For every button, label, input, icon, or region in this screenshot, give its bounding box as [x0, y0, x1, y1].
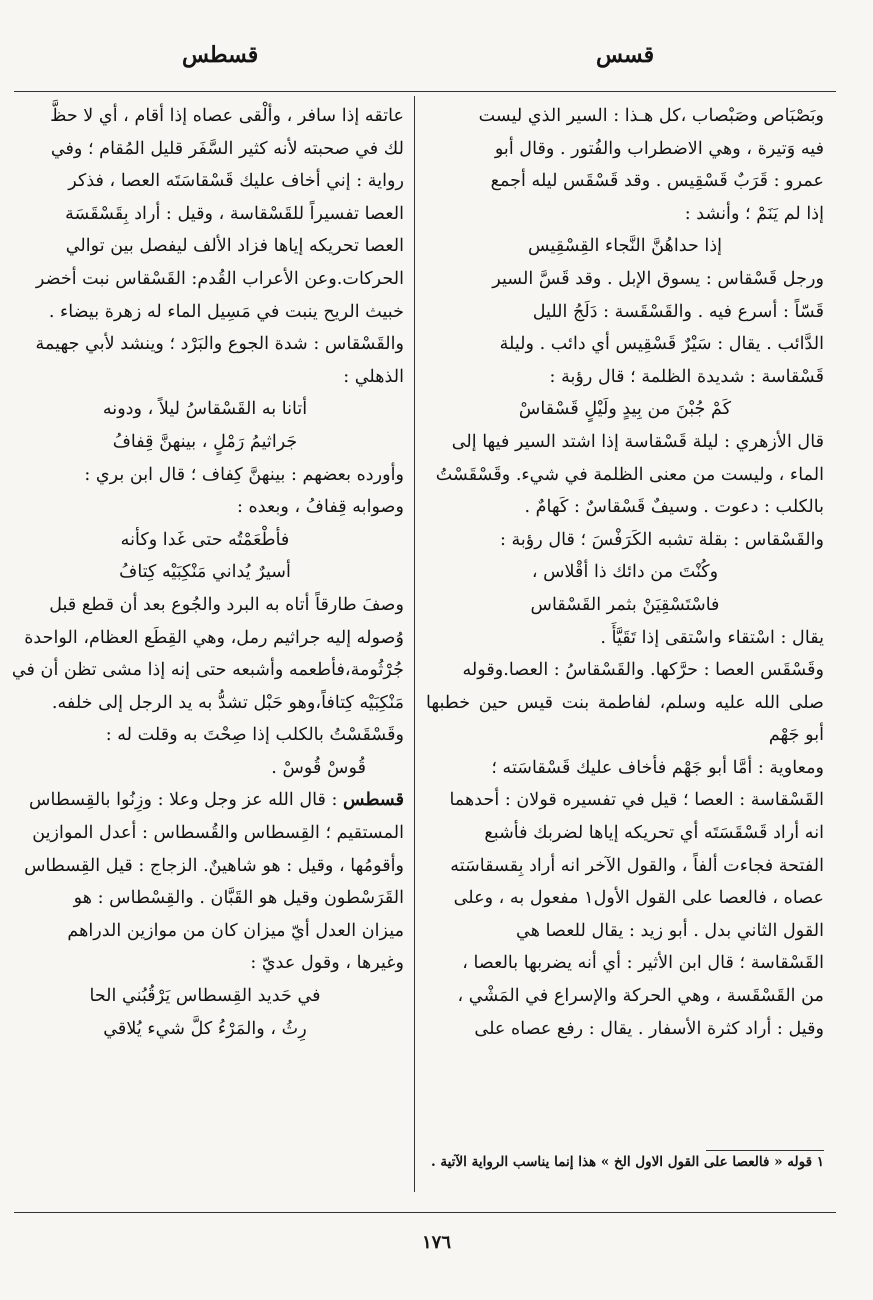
text-line: الفتحة فجاءت ألفاً ، والقول الآخر انه أراد بِقسقاسَته: [450, 855, 824, 876]
text-line: الذهلي :: [343, 366, 404, 387]
verse-line: أتانا به القَسْقاسُ ليلاً ، ودونه: [102, 399, 308, 420]
entry-text: : قال الله عز وجل وعلا : وزِنُوا بالقِسطاس: [29, 790, 338, 811]
right-column: [426, 100, 824, 1045]
text-line: وغيرها ، وقول عديّ :: [250, 953, 404, 974]
text-line: الماء ، وليست من معنى الظلمة في شيء. وقَسْقَسْتُ: [435, 464, 824, 485]
text-line: وُصوله إليه جراثيم رمل، وهي القِطَع العظام، الواحدة: [24, 627, 404, 648]
text-line: من القَسْقَسة ، وهي الحركة والإسراع في المَشْي ،: [457, 986, 824, 1007]
page-number: ١٧٦: [421, 1232, 451, 1253]
verse-line: فأطْعَمْتُه حتى غَدا وكأنه: [120, 529, 290, 550]
text-line: عمرو : قَرَبٌ قَسْقِيس . وقد قَسْقَس ليله أجمع: [490, 171, 824, 192]
text-line: القول الثاني بدل . أبو زيد : يقال للعصا هي: [516, 920, 824, 941]
text-line: وبَصْبَاص وصَبْصاب ،كل هـذا : السير الذي ليست: [478, 106, 824, 126]
text-line: قَسْقاسة : شديدة الظلمة ؛ قال رؤبة :: [549, 366, 824, 387]
text-line: العصا تحريكه إياها فزاد الألف ليفصل بين توالي: [65, 236, 404, 257]
text-line: القَرَسْطون وقيل هو القَبَّان . والقِسْطاس : هو: [73, 888, 404, 909]
text-line: فيه وَتيرة ، وهي الاضطراب والفُتور . وقال أبو: [494, 138, 824, 159]
text-line: رواية : إني أخاف عليك قَسْقاسَتَه العصا ، فذكر: [68, 171, 404, 192]
verse-line: إذا حداهُنَّ النَّجاء القِسْقِيس: [527, 236, 723, 257]
verse-line: فاسْتَسْقِيَنْ بثمر القَسْقاس: [530, 594, 720, 615]
text-line: لك في صحبته لأنه كثير السَّفَر قليل المُقام ؛ وفي: [50, 138, 404, 159]
verse-line: وكُنْتَ من دائك ذا أقْلاس ،: [531, 562, 719, 583]
verse-line: جَراثيمُ رَمْلٍ ، بينهنَّ قِفافُ: [112, 431, 298, 452]
text-line: قَسّاً : أسرع فيه . والقَسْقَسة : دَلَجُ الليل: [532, 301, 824, 322]
text-line: وصفَ طارقاً أتاه به البرد والجُوع بعد أن قطع قبل: [49, 594, 404, 615]
left-column: [6, 100, 404, 1045]
text-line: وقَسْقَسْتُ بالكلب إذا صِحْتَ به وقلت له :: [105, 725, 404, 746]
entry-line: [6, 784, 404, 817]
verse-line: كَمْ جُبْنَ من بِيدٍ ولَيْلٍ قَسْقاسْ: [518, 399, 732, 420]
text-line: وقيل : أراد كثرة الأسفار . يقال : رفع عصاه على: [474, 1018, 824, 1039]
text-line: الحركات.وعن الأعراب القُدم: القَسْقاس نبت أخضر: [35, 268, 404, 289]
text-line: بالكلب : دعوت . وسيفٌ قَسْقاسٌ : كَهامٌ .: [524, 497, 824, 518]
text-line: والقَسْقاس : بقلة تشبه الكَرَفْسَ ؛ قال رؤبة :: [499, 529, 824, 550]
verse-line: في حَديد القِسطاس يَرْقُبُني الحا: [89, 986, 321, 1007]
text-line: ميزان العدل أيّ ميزان كان من موازين الدراهم: [67, 920, 404, 941]
text-line: قُوسْ قُوسْ .: [271, 757, 366, 778]
verse-line: رِثُ ، والمَرْءُ كلَّ شيء يُلاقي: [103, 1018, 307, 1039]
text-line: القَسْقاسة : العصا ؛ قيل في تفسيره قولان : أحدهما: [449, 790, 824, 811]
text-line: ومعاوية : أمَّا أبو جَهْم فأخاف عليك قَسْقاسَته ؛: [491, 757, 824, 778]
text-line: والقَسْقاس : شدة الجوع والبَرْد ؛ وينشد لأبي جهيمة: [35, 334, 404, 355]
verse-line: أسيرٌ يُداني مَنْكِبَيْه كِتافُ: [119, 562, 291, 583]
text-line: عاتقه إذا سافر ، وألْقى عصاه إذا أقام ، أي لا حظَّ: [50, 106, 404, 126]
text-line: المستقيم ؛ القِسطاس والقُسطاس : أعدل الموازين: [32, 823, 404, 844]
text-line: وصوابه قِفافُ ، وبعده :: [237, 497, 404, 518]
text-line: وأورده بعضهم : بينهنَّ كِفاف ؛ قال ابن بري :: [84, 464, 404, 485]
text-line: قال الأزهري : ليلة قَسْقاسة إذا اشتد السير فيها إلى: [451, 431, 824, 452]
text-line: وأقومُها ، وقيل : هو شاهينٌ. الزجاج : قيل القِسطاس: [24, 855, 404, 876]
footer-rule: [14, 1212, 836, 1213]
text-line: وقَسْقَس العصا : حرَّكها. والقَسْقاسُ : العصا.وقوله: [462, 660, 824, 681]
footnote: ١ قوله « فالعصا على القول الاول الخ » هذا إنما يناسب الرواية الآتية .: [430, 1154, 824, 1170]
text-line: الدَّائب . يقال : سَيْرٌ قَسْقِيس أي دائب . وليلة: [499, 334, 824, 355]
text-line: صلى الله عليه وسلم، لفاطمة بنت قيس حين خطبها أبو جَهْم: [426, 692, 824, 746]
header-rule: [14, 91, 836, 92]
header-entry-right: قسس: [596, 42, 655, 68]
header-entry-left: قسطس: [182, 42, 259, 68]
text-line: عصاه ، فالعصا على القول الأول١ مفعول به ، وعلى: [453, 888, 824, 909]
text-line: انه أراد قَسْقَسَتَه أي تحريكه إياها لضربك فأشبع: [484, 823, 824, 844]
footnote-rule: [706, 1150, 824, 1151]
text-line: القَسْقاسة ؛ قال ابن الأثير : أي أنه يضربها بالعصا ،: [462, 953, 824, 974]
text-line: يقال : اسْتقاء واسْتقى إذا تَقَيَّأَ .: [600, 627, 824, 648]
entry-headword: قسطس: [343, 789, 404, 811]
column-divider: [414, 96, 415, 1192]
text-line: خبيث الريح ينبت في مَسِيل الماء له زهرة بيضاء .: [48, 301, 404, 322]
text-line: إذا لم يَنَمْ ؛ وأنشد :: [684, 203, 824, 224]
text-line: ورجل قَسْقاس : يسوق الإبل . وقد قَسَّ السير: [492, 268, 824, 289]
text-line: جُرْثُومة،فأطعمه وأشبعه حتى إنه إذا مشى تظن أن في: [11, 660, 404, 681]
text-line: العصا تفسيراً للقَسْقاسة ، وقيل : أراد بِقَسْقَسَة: [65, 203, 404, 224]
text-line: مَنْكِبَيْه كِتافاً،وهو حَبْل تشدُّ به يد الرجل إلى خلفه.: [51, 692, 404, 713]
